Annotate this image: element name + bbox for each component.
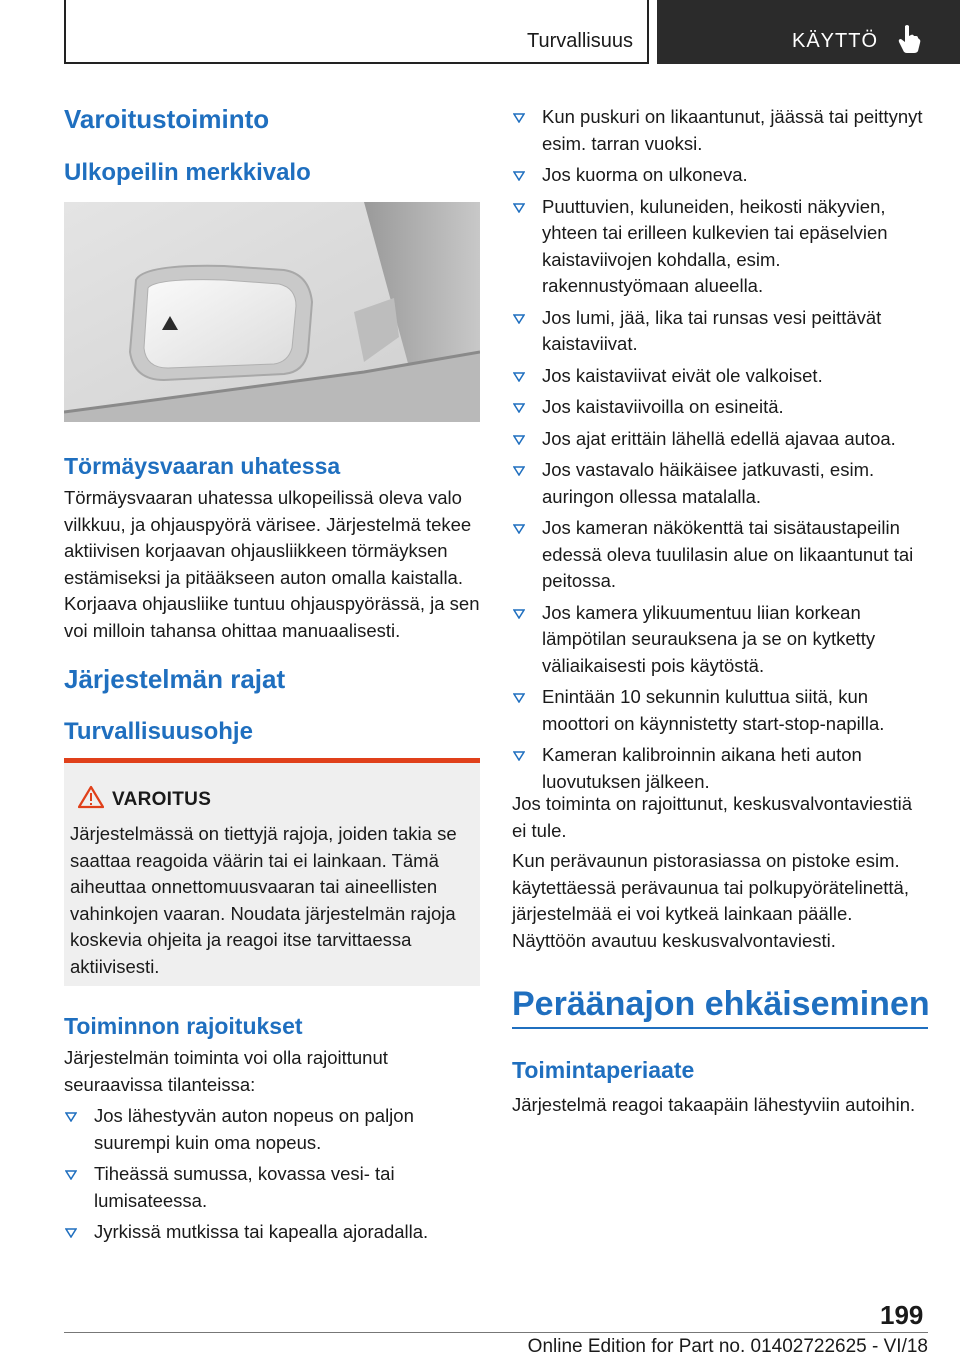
heading-turvallisuusohje: Turvallisuusohje (64, 718, 253, 745)
list-item-text: Puuttuvien, kuluneiden, heikosti näkyvien, yhteen tai erilleen kulkevien tai epäselvien kaistaviivojen kohdalla, esim. rakennustyömaan alueella. (542, 195, 888, 296)
list-item-text: Jos vastavalo häikäisee jatkuvasti, esim. auringon ollessa matalalla. (542, 459, 875, 507)
running-header-chapter: KÄYTTÖ (792, 30, 879, 52)
heading-varoitustoiminto: Varoitustoiminto (64, 104, 270, 134)
list-item (512, 600, 928, 680)
list-item-text: Jos kaistaviivat eivät ole valkoiset. (542, 364, 823, 386)
list-item-text: Jos kamera ylikuumentuu liian korkean lämpötilan seurauksena ja se on kytketty väliaikaisesti pois käytöstä. (542, 601, 876, 676)
list-item-text: Kun puskuri on likaantunut, jäässä tai peittynyt esim. tarran vuoksi. (542, 106, 923, 154)
list-item (512, 104, 928, 157)
list-item (512, 162, 928, 189)
list-item-text: Jos kaistaviivoilla on esineitä. (542, 396, 784, 417)
side-mirror-image (64, 202, 480, 422)
bullet-triangle-icon (513, 113, 525, 123)
running-header-chapter-tab (657, 0, 960, 64)
bullet-triangle-icon (513, 466, 525, 476)
list-item (512, 457, 928, 510)
heading-peraanajon-ehkaiseminen: Peräänajon ehkäiseminen (512, 985, 930, 1023)
paragraph-keskusvalvontaviesti: Jos toiminta on rajoittunut, keskusvalvontaviestiä ei tule. (512, 793, 913, 841)
pointing-hand-icon (897, 24, 921, 54)
warning-title: VAROITUS (112, 789, 212, 810)
list-item (512, 305, 928, 358)
list-item (512, 363, 928, 390)
left-limitations-list (64, 1103, 480, 1251)
list-item-text: Jos kameran näkökenttä tai sisätaustapeilin edessä oleva tuulilasin alue on likaantunut tai peitossa. (542, 517, 914, 591)
bullet-triangle-icon (65, 1112, 77, 1122)
bullet-triangle-icon (513, 609, 525, 619)
bullet-triangle-icon (65, 1170, 77, 1180)
list-item-text: Tiheässä sumussa, kovassa vesi- tai lumisateessa. (94, 1163, 395, 1211)
list-item (512, 515, 928, 595)
warning-text: Järjestelmässä on tiettyjä rajoja, joiden takia se saattaa reagoida väärin tai ei lainkaan. Tämä aiheuttaa onnettomuusvaaran tai aineellisten vahinkojen vaaran. Noudata järjestelmän rajoja koskevia ohjeita ja reagoi itse tarvittaessa aktiivisesti. (70, 823, 457, 977)
running-header-section-box (64, 0, 649, 64)
list-item-text: Jos lähestyvän auton nopeus on paljon suurempi kuin oma nopeus. (94, 1105, 414, 1153)
heading-jarjestelman-rajat: Järjestelmän rajat (64, 664, 286, 694)
bullet-triangle-icon (513, 403, 525, 413)
list-item (64, 1103, 480, 1156)
list-item (64, 1219, 480, 1246)
bullet-triangle-icon (513, 203, 525, 213)
right-limitations-list (512, 104, 928, 800)
bullet-triangle-icon (513, 751, 525, 761)
list-item (64, 1161, 480, 1214)
bullet-triangle-icon (513, 372, 525, 382)
page-number: 199 (880, 1300, 924, 1330)
bullet-triangle-icon (513, 524, 525, 534)
paragraph-peravaunu: Kun perävaunun pistorasiassa on pistoke esim. käytettäessä perävaunua tai polkupyörätelinettä, järjestelmää ei voi kytkeä lainkaan päälle. Näyttöön avautuu keskusvalvontaviesti. (512, 850, 909, 951)
footer-edition: Online Edition for Part no. 01402722625 - VI/18 (527, 1336, 928, 1357)
bullet-triangle-icon (513, 435, 525, 445)
footer-rule (64, 1332, 928, 1333)
paragraph-toimintaperiaate: Järjestelmä reagoi takaapäin lähestyviin autoihin. (512, 1094, 916, 1115)
list-item (512, 426, 928, 453)
bullet-triangle-icon (513, 171, 525, 181)
bullet-triangle-icon (65, 1228, 77, 1238)
list-item (512, 194, 928, 300)
list-item-text: Jos kuorma on ulkoneva. (542, 164, 748, 185)
heading-toiminnon-rajoitukset: Toiminnon rajoitukset (64, 1013, 303, 1039)
side-mirror-illustration (64, 202, 480, 422)
paragraph-tormaysvaaran-uhatessa: Törmäysvaaran uhatessa ulkopeilissä oleva valo vilkkuu, ja ohjauspyörä värisee. Järjestelmä tekee aktiivisen korjaavan ohjausliikkeen törmäyksen estämiseksi ja pitääkseen auton omalla kaistalla. Korjaava ohjausliike tuntuu ohjauspyörässä, ja sen voi milloin tahansa ohittaa manuaalisesti. (64, 487, 480, 641)
list-item (512, 684, 928, 737)
paragraph-toiminnon-rajoitukset: Järjestelmän toiminta voi olla rajoittunut seuraavissa tilanteissa: (64, 1047, 388, 1095)
bullet-triangle-icon (513, 314, 525, 324)
running-header-section: Turvallisuus (527, 30, 633, 52)
warning-box (64, 758, 480, 986)
list-item-text: Kameran kalibroinnin aikana heti auton luovutuksen jälkeen. (542, 744, 862, 792)
heading-rule (512, 1027, 928, 1029)
heading-ulkopeilin-merkkivalo: Ulkopeilin merkkivalo (64, 159, 311, 186)
bullet-triangle-icon (513, 693, 525, 703)
list-item-text: Jos lumi, jää, lika tai runsas vesi peittävät kaistaviivat. (542, 306, 882, 354)
warning-triangle-icon (78, 785, 104, 809)
list-item (512, 742, 928, 795)
heading-tormaysvaaran-uhatessa: Törmäysvaaran uhatessa (64, 453, 341, 479)
heading-toimintaperiaate: Toimintaperiaate (512, 1057, 695, 1083)
list-item-text: Jyrkissä mutkissa tai kapealla ajoradalla. (94, 1221, 429, 1242)
list-item-text: Enintään 10 sekunnin kuluttua siitä, kun moottori on käynnistetty start-stop-napilla. (542, 686, 885, 734)
list-item-text: Jos ajat erittäin lähellä edellä ajavaa autoa. (542, 427, 896, 449)
list-item (512, 394, 928, 421)
